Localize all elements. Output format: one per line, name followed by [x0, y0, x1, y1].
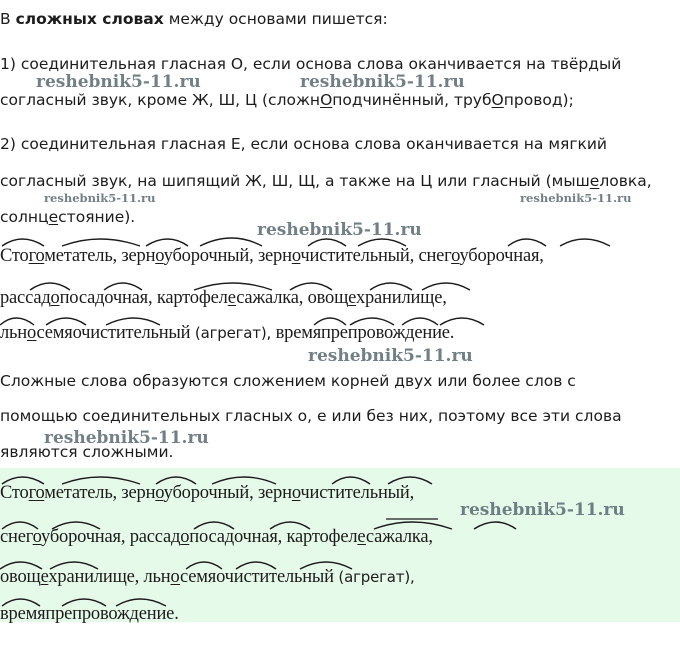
example1-line2: рассадопосадочная, картофелесажалка, овощехранилище,	[0, 288, 447, 308]
rule2-line2: согласный звук, на шипящий Ж, Ш, Щ, а также на Ц или гласный (мышеловка,	[0, 172, 652, 190]
intro-line: В сложных словах между основами пишется:	[0, 10, 388, 28]
watermark: reshebnik5-11.ru	[520, 191, 632, 205]
watermark: reshebnik5-11.ru	[257, 220, 422, 240]
watermark: reshebnik5-11.ru	[308, 346, 473, 366]
rule1-line1: 1) соединительная гласная О, если основа слова оканчивается на твёрдый	[0, 55, 622, 73]
example1-line1: Стогометатель, зерноуборочный, зерночистительный, снегоуборочная,	[0, 246, 544, 266]
watermark: reshebnik5-11.ru	[300, 72, 465, 92]
explanation-line1: Сложные слова образуются сложением корней двух или более слов с	[0, 372, 576, 390]
watermark: reshebnik5-11.ru	[460, 500, 625, 520]
rule2-line1: 2) соединительная гласная Е, если основа слова оканчивается на мягкий	[0, 135, 607, 153]
explanation-line2: помощью соединительных гласных о, е или без них, поэтому все эти слова	[0, 407, 622, 425]
root-arc	[560, 239, 610, 246]
example1-line3: льносемяочистительный (агрегат), времяпрепровождение.	[0, 323, 455, 343]
watermark: reshebnik5-11.ru	[44, 428, 209, 448]
example2-line1: Стогометатель, зерноуборочный, зерночистительный,	[0, 483, 415, 503]
watermark: reshebnik5-11.ru	[36, 72, 201, 92]
intro-bold: сложных словах	[15, 10, 164, 28]
rule2-line3: солнцестояние).	[0, 208, 136, 226]
rule1-line2: согласный звук, кроме Ж, Ш, Ц (сложнОподчинённый, трубОпровод);	[0, 91, 574, 109]
example2-line3: овощехранилище, льносемяочистительный (агрегат),	[0, 567, 415, 587]
example2-line4: времяпрепровождение.	[0, 604, 179, 624]
explanation-line3: являются сложными.	[0, 443, 174, 461]
watermark: reshebnik5-11.ru	[44, 191, 156, 205]
example2-line2: снегоуборочная, рассадопосадочная, картофелесажалка,	[0, 527, 433, 547]
